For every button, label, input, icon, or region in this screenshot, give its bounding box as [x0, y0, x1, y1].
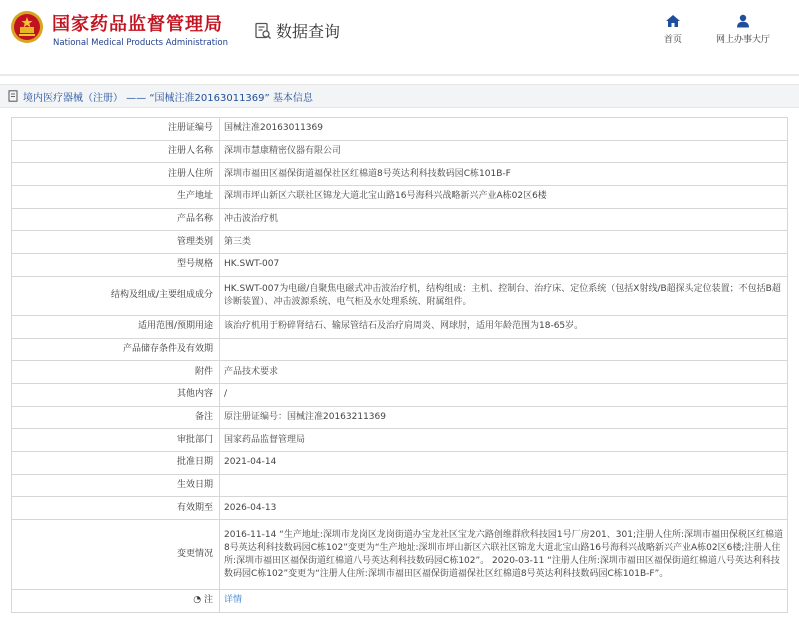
row-label: 产品储存条件及有效期 — [12, 338, 220, 361]
row-label: 备注 — [12, 406, 220, 429]
row-storage-validity — [12, 338, 788, 361]
row-note — [12, 590, 788, 613]
row-value: / — [220, 383, 788, 406]
row-label: 适用范围/预期用途 — [12, 315, 220, 338]
row-product-name — [12, 208, 788, 231]
details-link[interactable]: 详情 — [224, 595, 243, 606]
row-label: 有效期至 — [12, 497, 220, 520]
row-value: 国家药品监督管理局 — [220, 429, 788, 452]
row-value — [220, 590, 788, 613]
row-value: 深圳市坪山新区六联社区锦龙大道北宝山路16号海科兴战略新兴产业A栋02区6楼 — [220, 186, 788, 209]
user-icon — [735, 14, 751, 28]
row-label: 注册人名称 — [12, 140, 220, 163]
row-registrant-name — [12, 140, 788, 163]
row-label: 注册人住所 — [12, 163, 220, 186]
row-label: 其他内容 — [12, 383, 220, 406]
breadcrumb — [0, 84, 799, 108]
row-value — [220, 338, 788, 361]
row-value: 原注册证编号：国械注准20163211369 — [220, 406, 788, 429]
row-label: 批准日期 — [12, 451, 220, 474]
site-name-en[interactable]: National Medical Products Administration — [53, 38, 228, 48]
row-label: 生产地址 — [12, 186, 220, 209]
module-title-text: 数据查询 — [276, 22, 341, 41]
row-value: 第三类 — [220, 231, 788, 254]
row-effective-date — [12, 474, 788, 497]
row-change-history — [12, 520, 788, 590]
row-value: 2026-04-13 — [220, 497, 788, 520]
detail-table — [11, 117, 788, 613]
row-value: 深圳市慧康精密仪器有限公司 — [220, 140, 788, 163]
note-info-icon: ◔ — [193, 595, 202, 606]
data-query-icon — [254, 22, 272, 40]
site-header — [0, 0, 799, 60]
nav-home-button[interactable] — [664, 14, 682, 45]
row-value: 冲击波治疗机 — [220, 208, 788, 231]
row-label: 管理类别 — [12, 231, 220, 254]
note-label: 注 — [203, 595, 213, 606]
row-label — [12, 590, 220, 613]
row-approval-date — [12, 451, 788, 474]
row-label: 注册证编号 — [12, 118, 220, 141]
row-label: 审批部门 — [12, 429, 220, 452]
header-divider — [0, 74, 799, 76]
row-value: 2021-04-14 — [220, 451, 788, 474]
row-intended-use — [12, 315, 788, 338]
row-label: 变更情况 — [12, 520, 220, 590]
row-value: 深圳市福田区福保街道福保社区红棉道8号英达利科技数码园C栋101B-F — [220, 163, 788, 186]
row-value: 国械注准20163011369 — [220, 118, 788, 141]
row-label: 附件 — [12, 361, 220, 384]
row-model-spec — [12, 254, 788, 277]
row-label: 型号规格 — [12, 254, 220, 277]
row-value: HK.SWT-007 — [220, 254, 788, 277]
row-value: 2016-11-14 “生产地址:深圳市龙岗区龙岗街道办宝龙社区宝龙六路创维群欣科技园1号厂房201、301;注册人住所:深圳市福田保税区红棉道8号英达利科技数码园C栋102”变更为“生产地址:深圳市坪山新区六联社区锦龙大道北宝山路16号海科兴战略新兴产业A栋02区6楼;注册人住所:深圳市福田区福保街道红棉道八号英达利科技数码园C栋102”。 2020-03-11 “注册人住所:深圳市福田区福保街道红棉道八号英达利科技数码园C栋102”变更为“注册人住所:深圳市福田区福保街道福保社区红棉道8号英达利科技数码园C栋101B-F”。 — [220, 520, 788, 590]
row-valid-until — [12, 497, 788, 520]
home-icon — [665, 14, 681, 28]
row-remarks — [12, 406, 788, 429]
nav-home-label: 首页 — [664, 35, 683, 45]
row-value — [220, 474, 788, 497]
row-attachment — [12, 361, 788, 384]
row-value: 产品技术要求 — [220, 361, 788, 384]
breadcrumb-text: 境内医疗器械（注册） —— “国械注准20163011369” 基本信息 — [23, 92, 313, 104]
row-label: 结构及组成/主要组成成分 — [12, 276, 220, 315]
row-label: 生效日期 — [12, 474, 220, 497]
national-emblem-icon — [10, 10, 44, 44]
document-icon — [8, 90, 19, 102]
row-label: 产品名称 — [12, 208, 220, 231]
row-value: 该治疗机用于粉碎肾结石、输尿管结石及治疗肩周炎、网球肘，适用年龄范围为18-65岁。 — [220, 315, 788, 338]
row-value: HK.SWT-007为电磁/自聚焦电磁式冲击波治疗机，结构组成：主机、控制台、治疗床、定位系统（包括X射线/B超探头定位装置；不包括B超诊断装置）、冲击波源系统、电气柜及水处理系统、附属组件。 — [220, 276, 788, 315]
row-structure-composition — [12, 276, 788, 315]
row-approval-department — [12, 429, 788, 452]
nav-online-office-label: 网上办事大厅 — [716, 35, 771, 45]
row-registration-number — [12, 118, 788, 141]
module-title — [254, 19, 340, 42]
site-name-cn[interactable]: 国家药品监督管理局 — [52, 14, 223, 35]
row-registrant-address — [12, 163, 788, 186]
row-production-address — [12, 186, 788, 209]
row-other-content — [12, 383, 788, 406]
row-management-category — [12, 231, 788, 254]
nav-online-office-button[interactable] — [716, 14, 770, 45]
